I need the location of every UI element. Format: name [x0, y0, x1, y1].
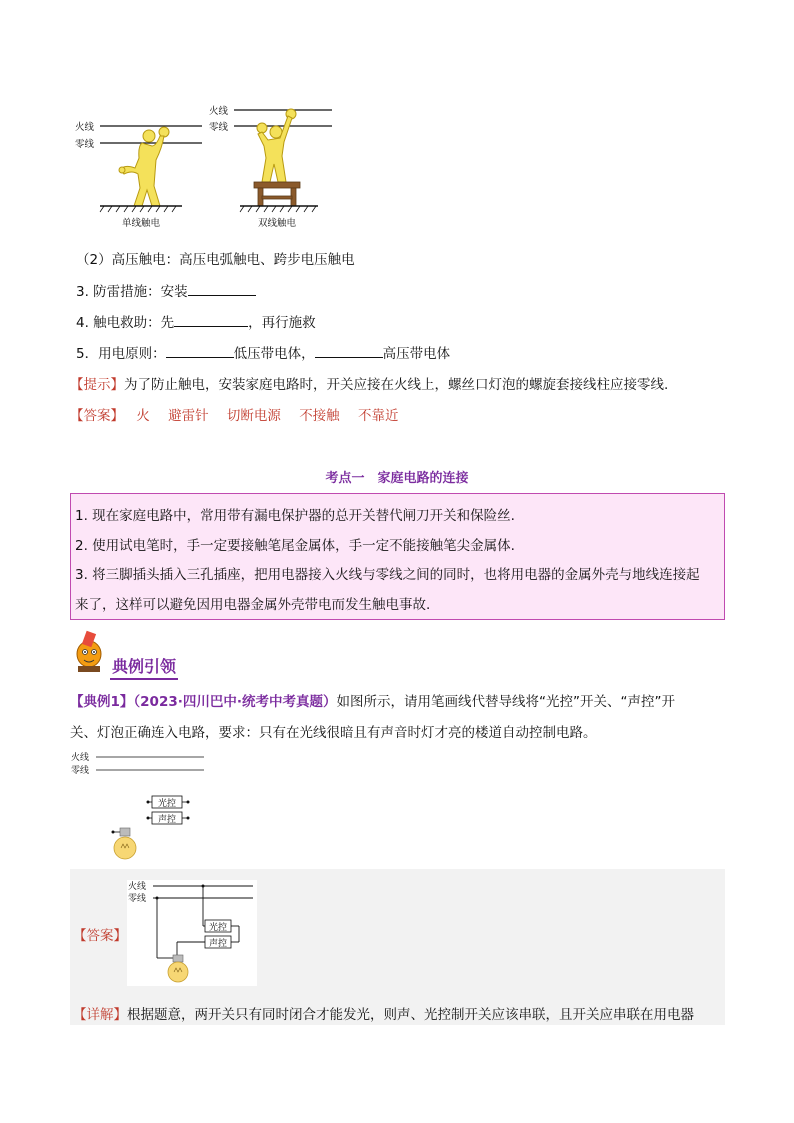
- key-point: 1. 现在家庭电路中，常用带有漏电保护器的总开关替代闸刀开关和保险丝.: [75, 508, 515, 524]
- answer-blank: [174, 312, 248, 327]
- answer-label: 【答案】: [70, 408, 124, 424]
- tip-label: 【提示】: [70, 377, 124, 393]
- answer-item: 不接触: [299, 408, 340, 424]
- answer-circuit-figure: [127, 880, 257, 986]
- pencil-mascot-icon: [70, 630, 108, 674]
- detail-label: 【详解】: [73, 1007, 127, 1023]
- item-rescue: [76, 311, 316, 331]
- light-bulb-icon: [112, 828, 137, 859]
- answer-item: 切断电源: [226, 408, 281, 424]
- item-high-voltage: （2）高压触电：高压电弧触电、跨步电压触电: [76, 252, 355, 268]
- item-lightning-protection: [76, 280, 256, 300]
- detail-paragraph: [73, 1003, 694, 1023]
- tip-paragraph: [70, 373, 668, 393]
- light-switch-label: 光控: [209, 923, 228, 933]
- neutral-wire-label: 零线: [128, 894, 147, 904]
- answer-item: 避雷针: [168, 408, 209, 424]
- live-wire-label-right: 火线: [209, 106, 229, 117]
- answer-box-label: 【答案】: [73, 928, 127, 944]
- live-wire-label-left: 火线: [75, 122, 95, 133]
- neutral-wire-label-right: 零线: [209, 122, 229, 133]
- key-points-box: [70, 493, 725, 620]
- item-principle: [76, 342, 450, 362]
- key-point: 2. 使用试电笔时，手一定要接触笔尾金属体，手一定不能接触笔尖金属体.: [75, 538, 515, 554]
- neutral-wire-label-left: 零线: [75, 139, 95, 150]
- light-switch-label: 光控: [158, 799, 177, 809]
- example-heading: 典例引领: [110, 654, 178, 680]
- person-figure-left: [119, 127, 169, 206]
- key-point: 3. 将三脚插头插入三孔插座，把用电器接入火线与零线之间的同时，也将用电器的金属外壳与地线连接起: [75, 567, 700, 583]
- answer-blank: [315, 343, 383, 358]
- wooden-stool: [254, 182, 300, 206]
- shock-illustration: [72, 98, 342, 233]
- sound-switch-label: 声控: [158, 815, 177, 825]
- answer-item: 不靠近: [357, 408, 399, 424]
- item4-prefix: 4. 触电救助：先: [76, 315, 175, 331]
- item5-suffix: 高压带电体: [382, 346, 451, 362]
- example-text: 如图所示，请用笔画线代替导线将“光控”开关、“声控”开: [336, 694, 675, 710]
- live-wire-label: 火线: [71, 753, 90, 763]
- live-wire-label: 火线: [128, 882, 147, 892]
- sound-switch-label: 声控: [209, 939, 228, 949]
- answer-blank: [166, 343, 234, 358]
- item3-text: 3. 防雷措施：安装: [76, 284, 188, 300]
- single-line-caption: 单线触电: [122, 218, 161, 229]
- detail-text: 根据题意，两开关只有同时闭合才能发光，则声、光控制开关应该串联，且开关应串联在用电器: [127, 1007, 694, 1023]
- person-figure-right: [257, 109, 296, 182]
- example-source: （2023·四川巴中·统考中考真题）: [133, 694, 337, 710]
- item5-prefix: 5．用电原则：: [76, 346, 166, 362]
- tip-text: 为了防止触电，安装家庭电路时，开关应接在火线上，螺丝口灯泡的螺旋套接线柱应接零线.: [124, 377, 669, 393]
- section-title: 考点一 家庭电路的连接: [325, 471, 469, 486]
- item5-mid: 低压带电体，: [233, 346, 315, 362]
- example-line-2: 关、灯泡正确连入电路，要求：只有在光线很暗且有声音时灯才亮的楼道自动控制电路。: [70, 725, 597, 741]
- answer-item: 火: [136, 408, 150, 424]
- answer-top: [70, 404, 398, 424]
- item4-suffix: ，再行施救: [248, 315, 316, 331]
- example-label: 【典例1】: [70, 694, 134, 710]
- key-point: 来了，这样可以避免因用电器金属外壳带电而发生触电事故.: [75, 597, 431, 613]
- answer-blank: [188, 281, 256, 296]
- question-circuit-figure: [70, 750, 210, 862]
- neutral-wire-label: 零线: [71, 766, 90, 776]
- example-line-1: [70, 690, 675, 710]
- double-line-caption: 双线触电: [258, 218, 297, 229]
